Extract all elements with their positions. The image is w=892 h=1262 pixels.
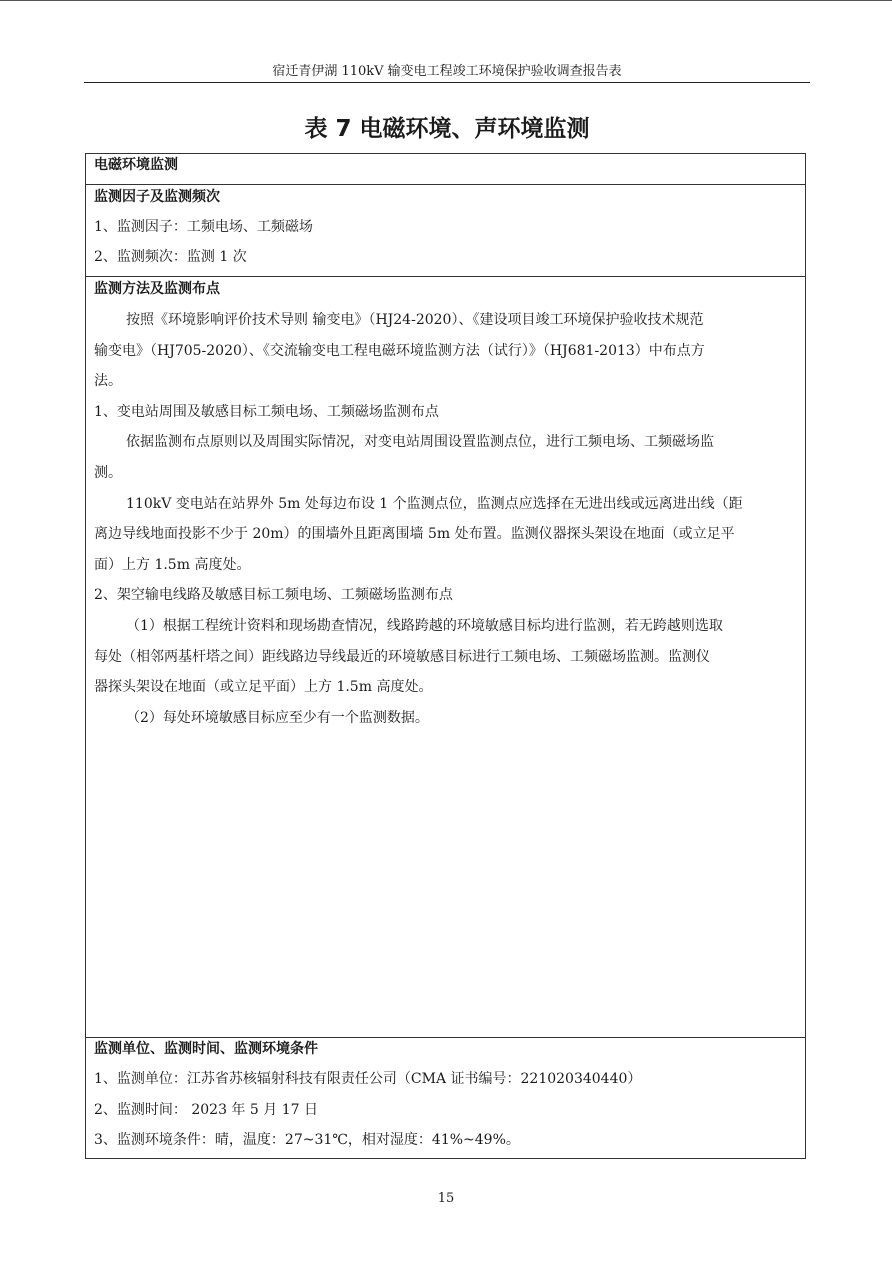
section-heading-em: 电磁环境监测 <box>94 157 178 173</box>
factors-heading: 监测因子及监测频次 <box>94 189 220 205</box>
method-paragraph-line: 按照《环境影响评价技术导则 输变电》（HJ24-2020）、《建设项目竣工环境保护验收技术规范 <box>126 312 704 328</box>
conditions-line: 2、监测时间： 2023 年 5 月 17 日 <box>94 1102 318 1118</box>
row-divider <box>86 276 805 277</box>
method-paragraph-line: 器探头架设在地面（或立足平面）上方 1.5m 高度处。 <box>94 679 433 695</box>
method-heading: 监测方法及监测布点 <box>94 281 220 297</box>
method-paragraph-line: 输变电》（HJ705-2020）、《交流输变电工程电磁环境监测方法（试行）》（HJ681-2013）中布点方 <box>94 343 705 359</box>
factors-line: 2、监测频次：监测 1 次 <box>94 249 247 265</box>
page-title: 表 7 电磁环境、声环境监测 <box>304 116 590 142</box>
method-paragraph-line: 每处（相邻两基杆塔之间）距线路边导线最近的环境敏感目标进行工频电场、工频磁场监测。监测仪 <box>94 649 710 665</box>
method-paragraph-line: 离边导线地面投影不少于 20m）的围墙外且距离围墙 5m 处布置。监测仪器探头架设在地面（或立足平 <box>94 526 735 542</box>
method-paragraph-line: 面）上方 1.5m 高度处。 <box>94 557 251 573</box>
row-divider <box>86 184 805 185</box>
method-subheading: 1、变电站周围及敏感目标工频电场、工频磁场监测布点 <box>94 404 439 420</box>
method-paragraph-line: （2）每处环境敏感目标应至少有一个监测数据。 <box>126 710 429 726</box>
conditions-line: 3、监测环境条件：晴，温度：27~31℃，相对湿度：41%~49%。 <box>94 1132 520 1148</box>
header-rule <box>84 82 810 83</box>
factors-line: 1、监测因子：工频电场、工频磁场 <box>94 219 313 235</box>
conditions-line: 1、监测单位：江苏省苏核辐射科技有限责任公司（CMA 证书编号：221020340440） <box>94 1071 642 1087</box>
method-paragraph-line: 法。 <box>94 373 122 389</box>
page-top-rule <box>0 0 892 1</box>
method-paragraph-line: 110kV 变电站在站界外 5m 处每边布设 1 个监测点位，监测点应选择在无进出线或远离进出线（距 <box>126 496 743 512</box>
page-number: 15 <box>437 1191 455 1206</box>
monitoring-table <box>85 153 806 1159</box>
method-paragraph-line: （1）根据工程统计资料和现场勘查情况，线路跨越的环境敏感目标均进行监测，若无跨越则选取 <box>126 618 723 634</box>
method-paragraph-line: 测。 <box>94 465 122 481</box>
method-subheading: 2、架空输电线路及敏感目标工频电场、工频磁场监测布点 <box>94 587 453 603</box>
method-paragraph-line: 依据监测布点原则以及周围实际情况，对变电站周围设置监测点位，进行工频电场、工频磁场监 <box>126 434 714 450</box>
running-header: 宿迁青伊湖 110kV 输变电工程竣工环境保护验收调查报告表 <box>272 64 622 79</box>
conditions-heading: 监测单位、监测时间、监测环境条件 <box>94 1041 318 1057</box>
